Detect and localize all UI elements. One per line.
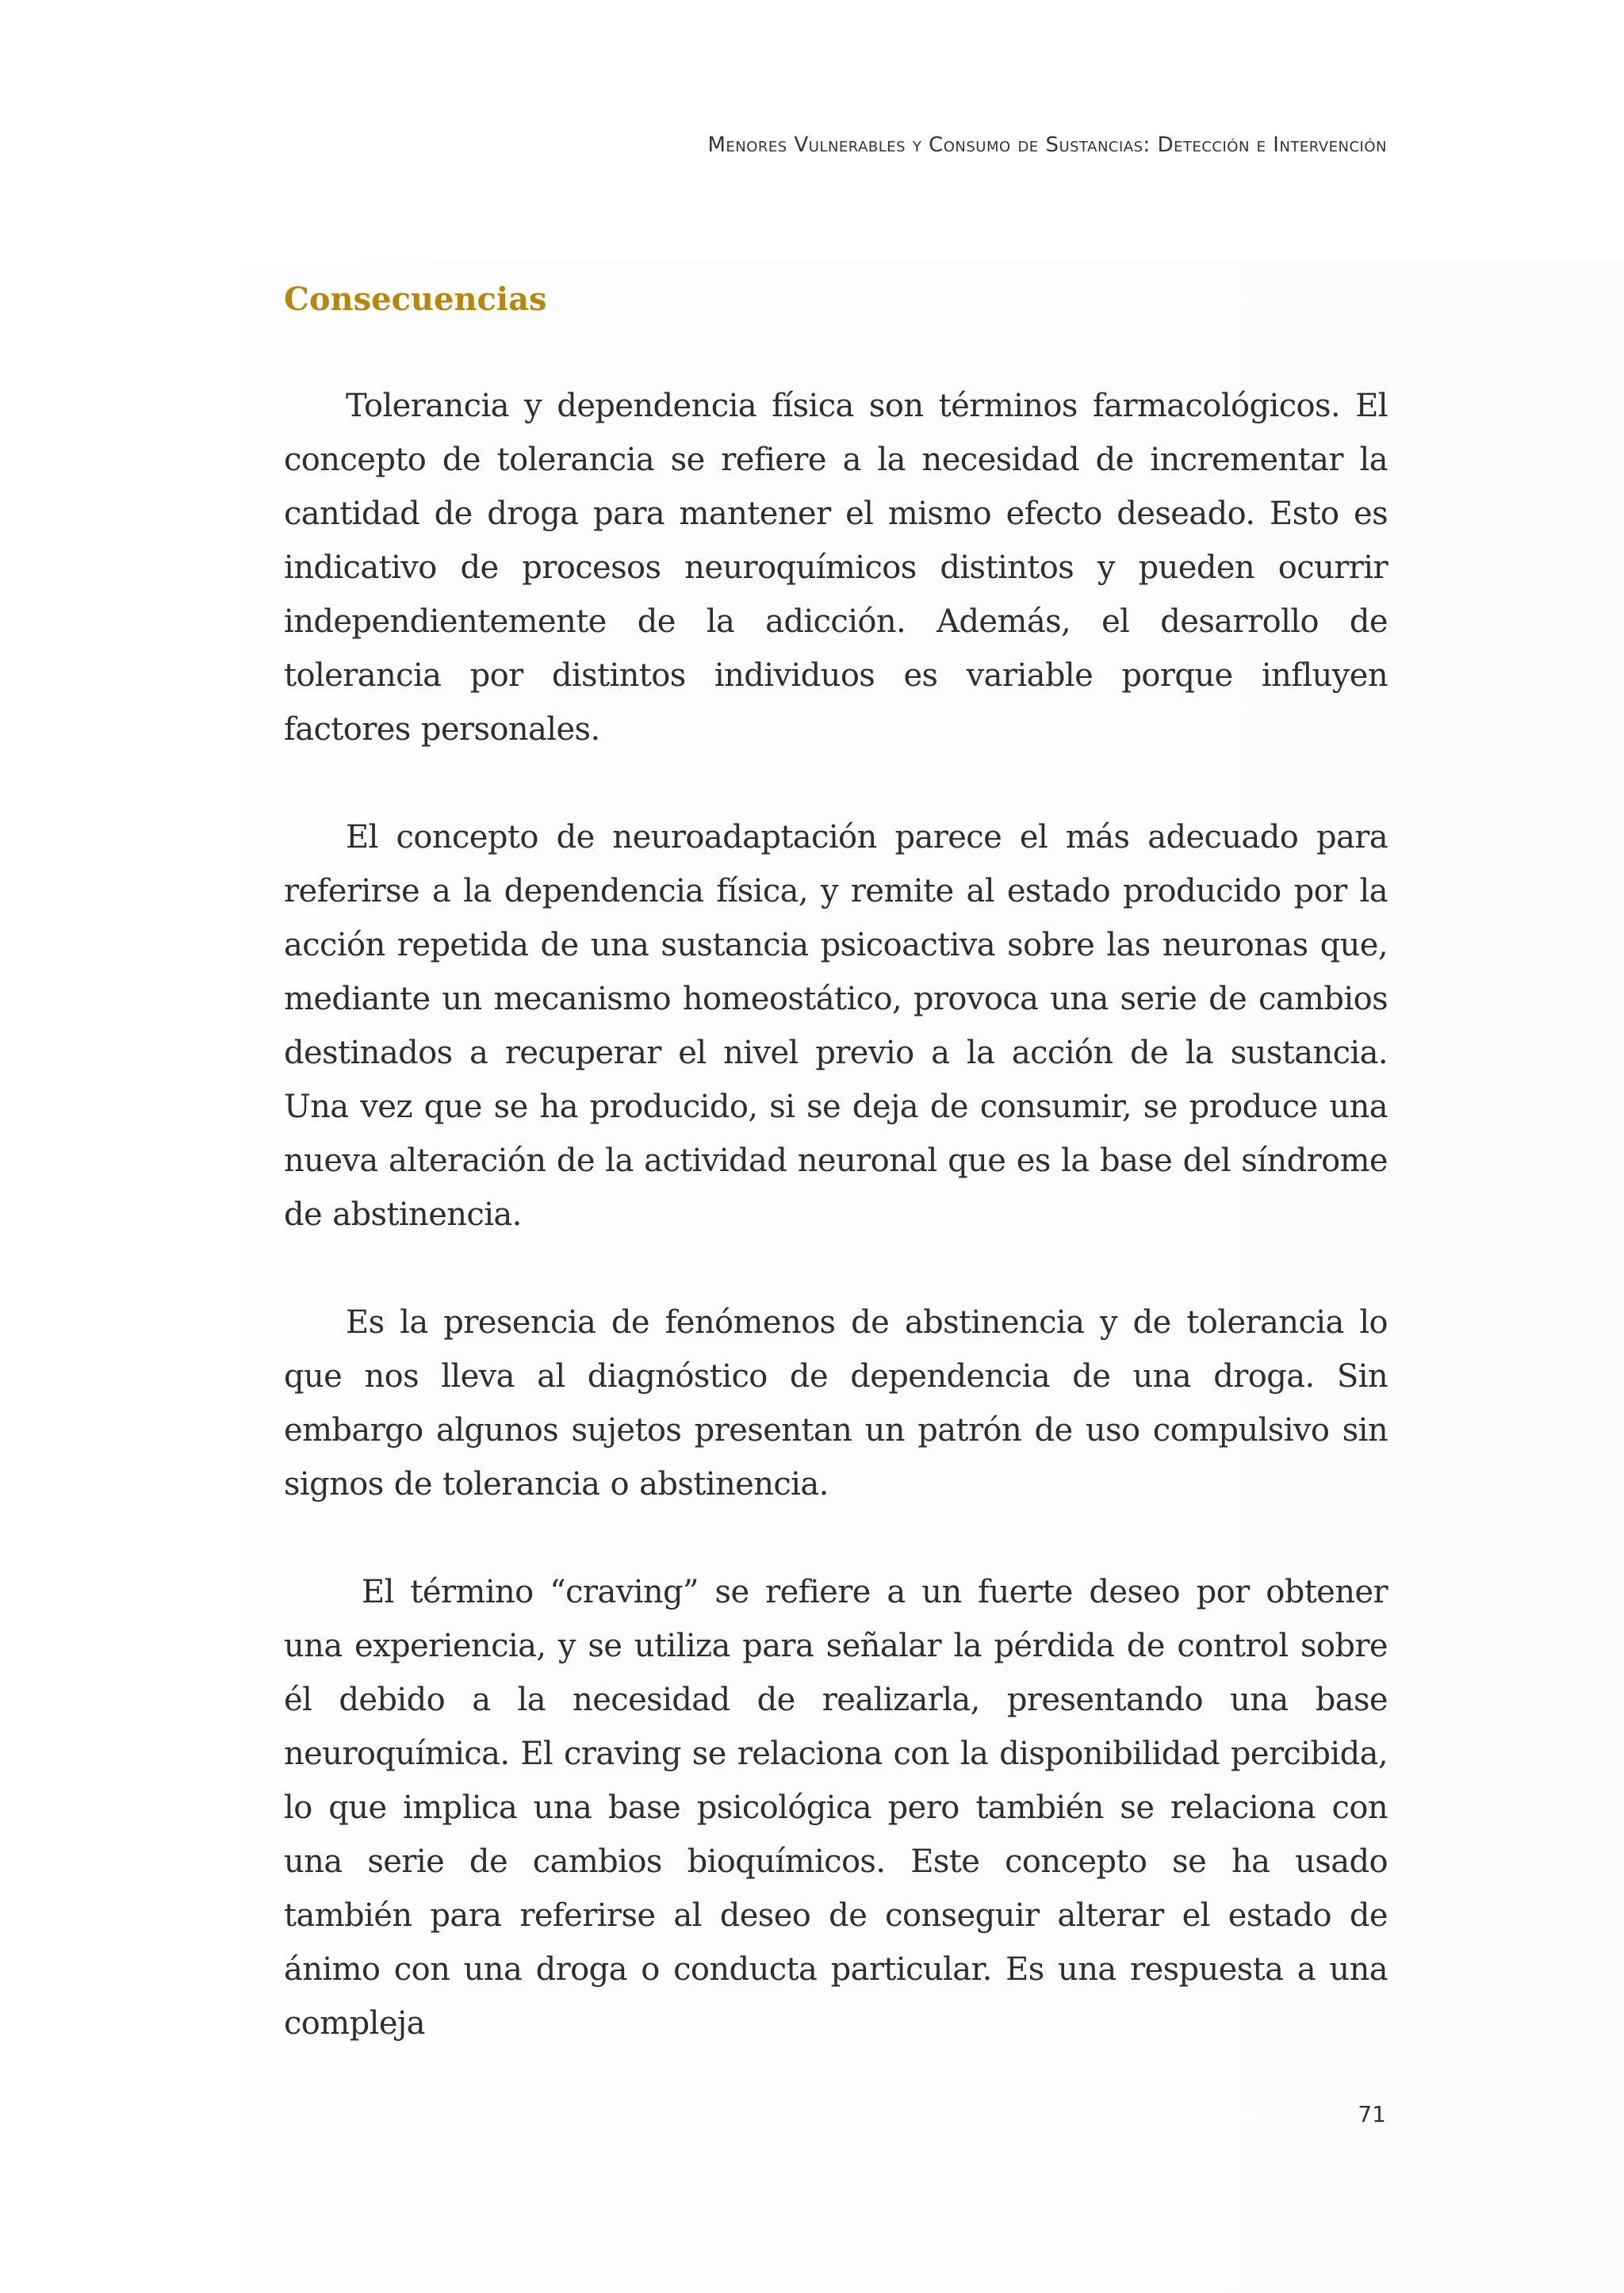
section-title: Consecuencias: [284, 281, 547, 318]
paragraph-craving: El término “craving” se refiere a un fuerte deseo por obtener una experiencia, y se utiliza para señalar la pérdida de control sobre él debido a la necesidad de realizarla, presentando una base neuroquímica. El craving se relaciona con la disponibilidad percibida, lo que implica una base psicológica pero también se relaciona con una serie de cambios bioquímicos. Este concepto se ha usado también para referirse al deseo de conseguir alterar el estado de ánimo con una droga o conducta particular. Es una respuesta a una compleja: [284, 1574, 1388, 2042]
body-text: [284, 379, 1388, 2104]
page-number: 71: [1358, 2101, 1386, 2127]
paragraph-tolerancia: Tolerancia y dependencia física son términos farmacológicos. El concepto de tolerancia se refiere a la necesidad de incrementar la cantidad de droga para mantener el mismo efecto deseado. Esto es indicativo de procesos neuroquímicos distintos y pueden ocurrir independientemente de la adicción. Además, el desarrollo de tolerancia por distintos individuos es variable porque influyen factores personales.: [284, 388, 1388, 748]
paragraph-neuroadaptacion: El concepto de neuroadaptación parece el más adecuado para referirse a la dependencia física, y remite al estado producido por la acción repetida de una sustancia psicoactiva sobre las neuronas que, mediante un mecanismo homeostático, provoca una serie de cambios destinados a recuperar el nivel previo a la acción de la sustancia. Una vez que se ha producido, si se deja de consumir, se produce una nueva alteración de la actividad neuronal que es la base del síndrome de abstinencia.: [284, 819, 1388, 1233]
running-header: Menores Vulnerables y Consumo de Sustancias: Detección e Intervención: [707, 133, 1387, 157]
paragraph-abstinencia: Es la presencia de fenómenos de abstinencia y de tolerancia lo que nos lleva al diagnóstico de dependencia de una droga. Sin embargo algunos sujetos presentan un patrón de uso compulsivo sin signos de tolerancia o abstinencia.: [284, 1304, 1388, 1503]
